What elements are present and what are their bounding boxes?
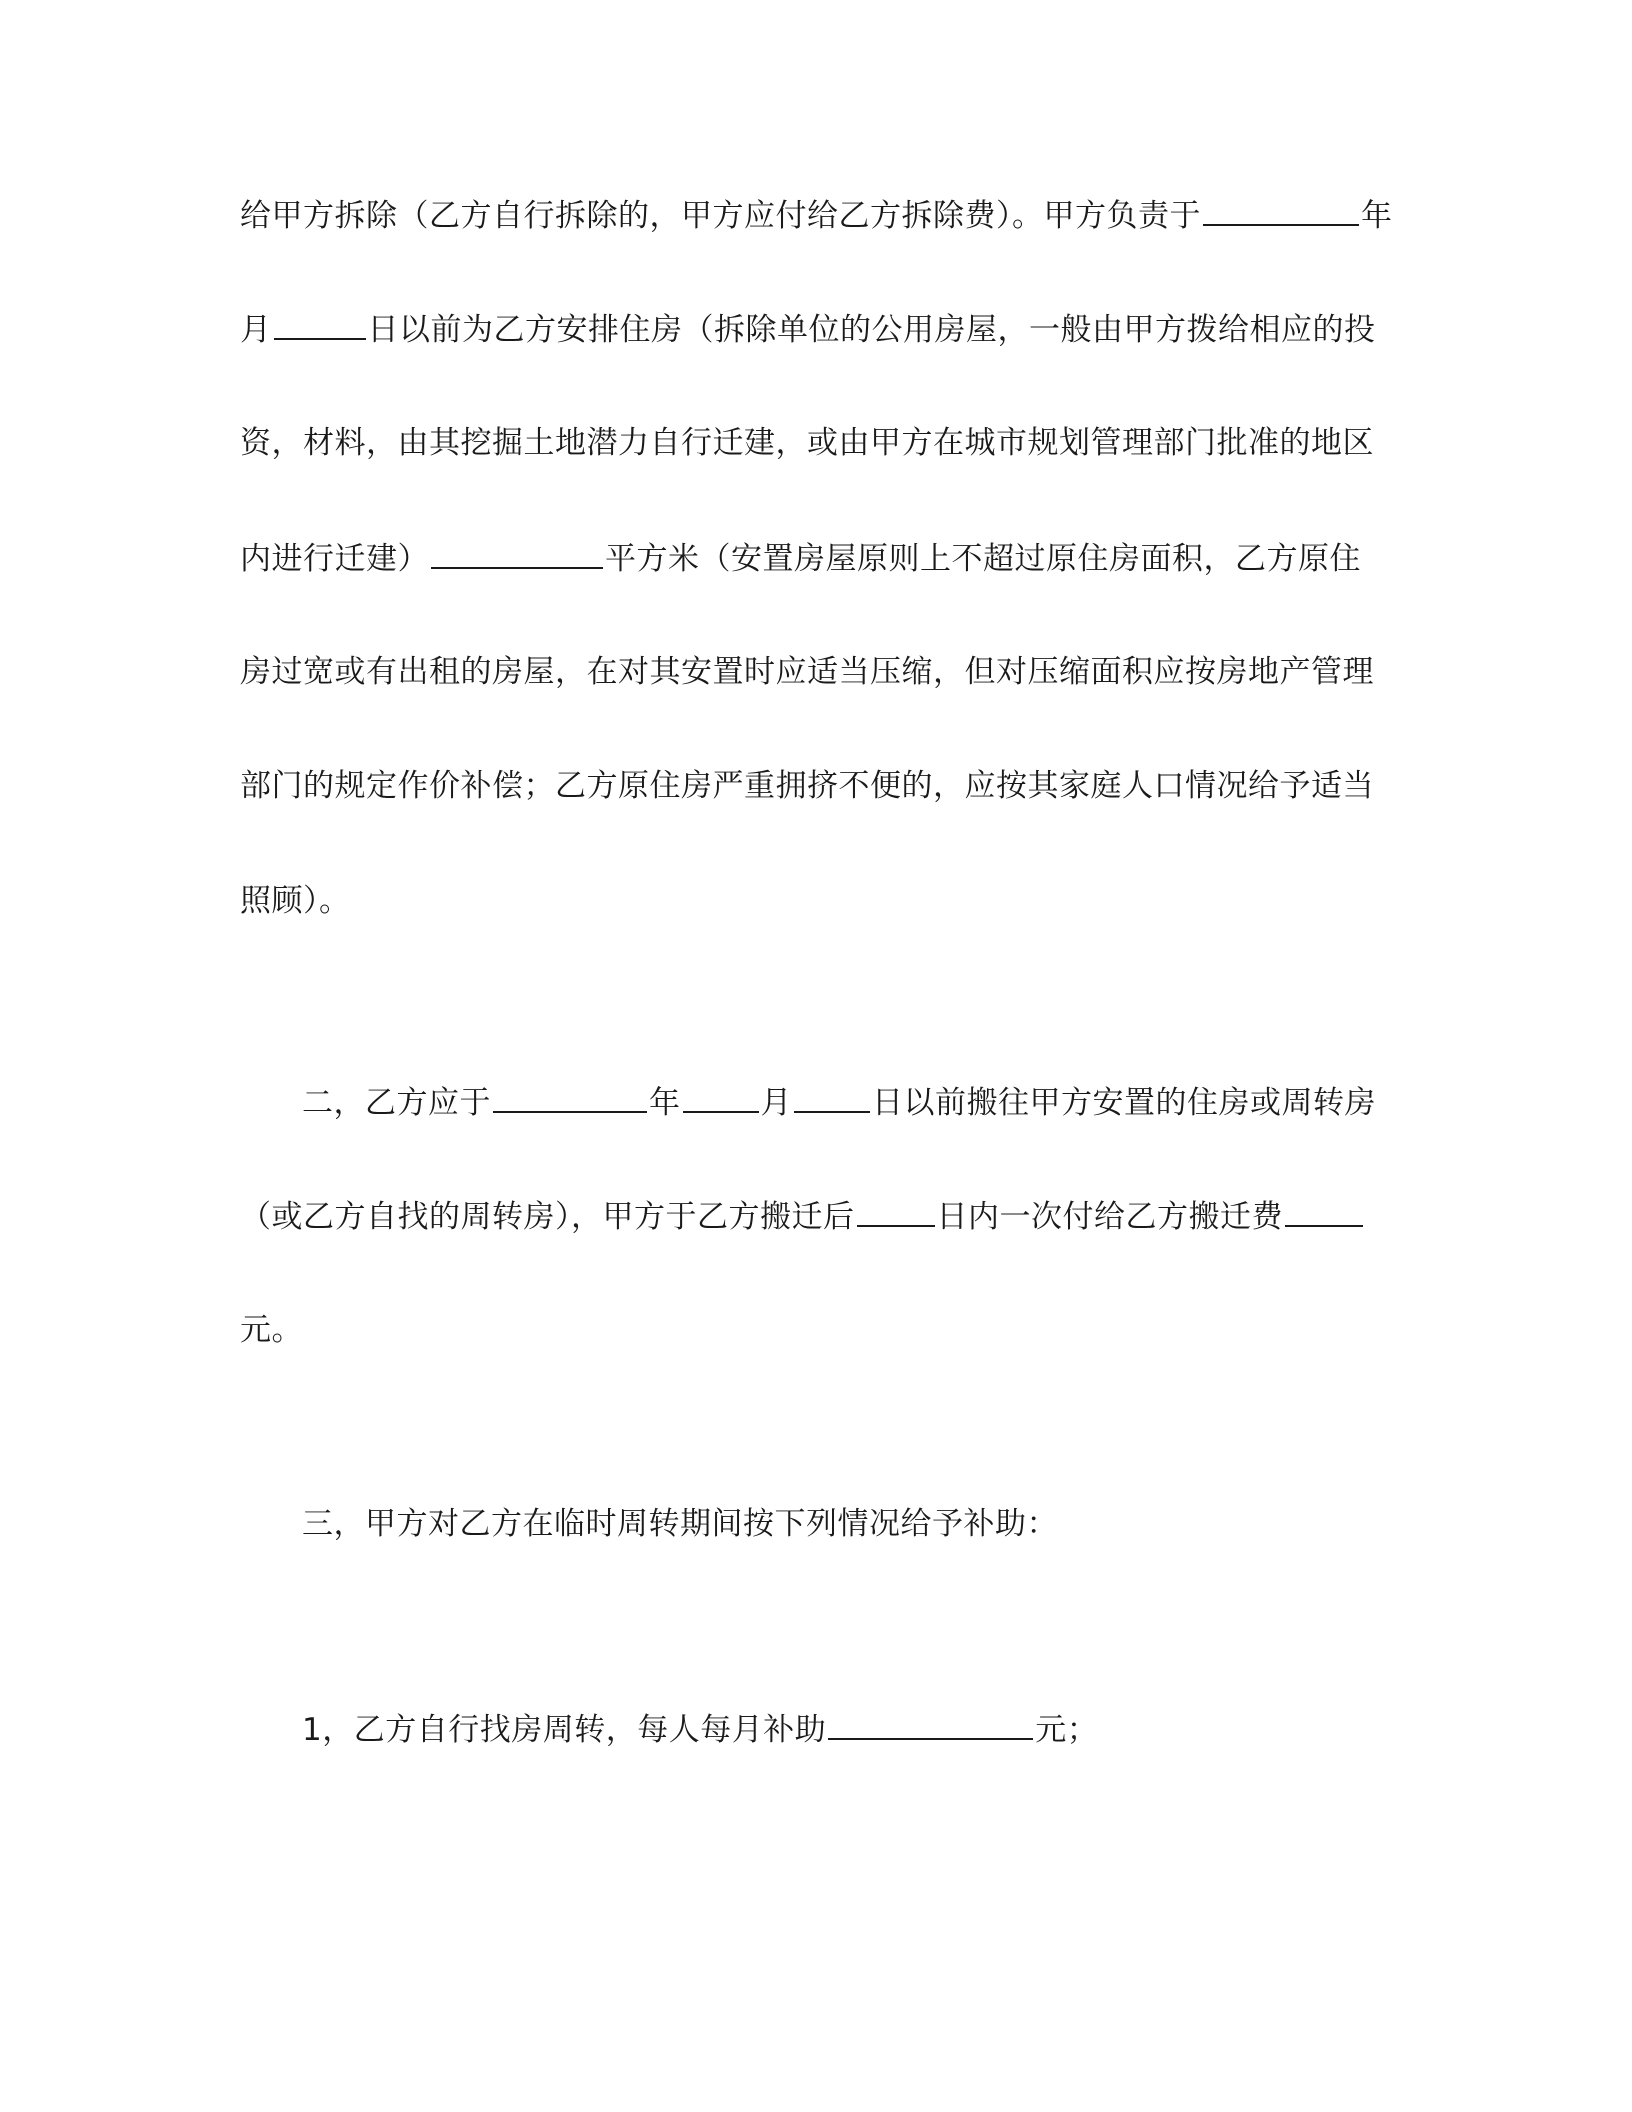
blank-year bbox=[1203, 194, 1359, 226]
text: 资，材料，由其挖掘土地潜力自行迁建，或由甲方在城市规划管理部门批准的地区 bbox=[240, 425, 1374, 461]
text: 1，乙方自行找房周转，每人每月补助 bbox=[302, 1712, 827, 1748]
text: 日以前搬往甲方安置的住房或周转房 bbox=[872, 1085, 1376, 1121]
paragraph-1-line-4 bbox=[240, 537, 1361, 577]
text: 平方米（安置房屋原则上不超过原住房面积，乙方原住 bbox=[605, 541, 1361, 577]
text: 三，甲方对乙方在临时周转期间按下列情况给予补助： bbox=[302, 1506, 1058, 1542]
text: 月 bbox=[760, 1085, 792, 1121]
text: 房过宽或有出租的房屋，在对其安置时应适当压缩，但对压缩面积应按房地产管理 bbox=[240, 654, 1374, 690]
blank-day bbox=[794, 1081, 870, 1113]
text: 元； bbox=[1035, 1712, 1099, 1748]
paragraph-3-line-1 bbox=[302, 1504, 1058, 1544]
blank-day bbox=[274, 308, 366, 340]
blank-moving-fee bbox=[1285, 1195, 1363, 1227]
blank-subsidy bbox=[828, 1708, 1033, 1740]
text: 日以前为乙方安排住房（拆除单位的公用房屋，一般由甲方拨给相应的投 bbox=[367, 312, 1376, 348]
paragraph-1-line-6 bbox=[240, 766, 1374, 806]
paragraph-1-line-3 bbox=[240, 423, 1374, 463]
text: 月 bbox=[240, 312, 272, 348]
blank-month bbox=[683, 1081, 759, 1113]
text: 日内一次付给乙方搬迁费 bbox=[936, 1199, 1283, 1235]
paragraph-1-line-5 bbox=[240, 652, 1374, 692]
text: 元。 bbox=[240, 1312, 303, 1348]
text: 照顾）。 bbox=[240, 883, 351, 919]
paragraph-1-line-7 bbox=[240, 881, 351, 921]
blank-year bbox=[493, 1081, 647, 1113]
text: 给甲方拆除（乙方自行拆除的，甲方应付给乙方拆除费）。甲方负责于 bbox=[240, 198, 1201, 234]
item-1-line bbox=[302, 1708, 1098, 1748]
text: 年 bbox=[649, 1085, 681, 1121]
paragraph-1-line-2 bbox=[240, 308, 1376, 348]
paragraph-2-line-2 bbox=[240, 1195, 1365, 1235]
blank-area bbox=[431, 537, 603, 569]
paragraph-2-line-1 bbox=[302, 1081, 1376, 1121]
paragraph-2-line-3 bbox=[240, 1310, 303, 1350]
text: 二，乙方应于 bbox=[302, 1085, 491, 1121]
blank-days bbox=[857, 1195, 935, 1227]
text: 部门的规定作价补偿；乙方原住房严重拥挤不便的，应按其家庭人口情况给予适当 bbox=[240, 768, 1374, 804]
text: 年 bbox=[1361, 198, 1393, 234]
text: （或乙方自找的周转房），甲方于乙方搬迁后 bbox=[240, 1199, 855, 1235]
paragraph-1-line-1 bbox=[240, 194, 1393, 234]
text: 内进行迁建） bbox=[240, 541, 429, 577]
